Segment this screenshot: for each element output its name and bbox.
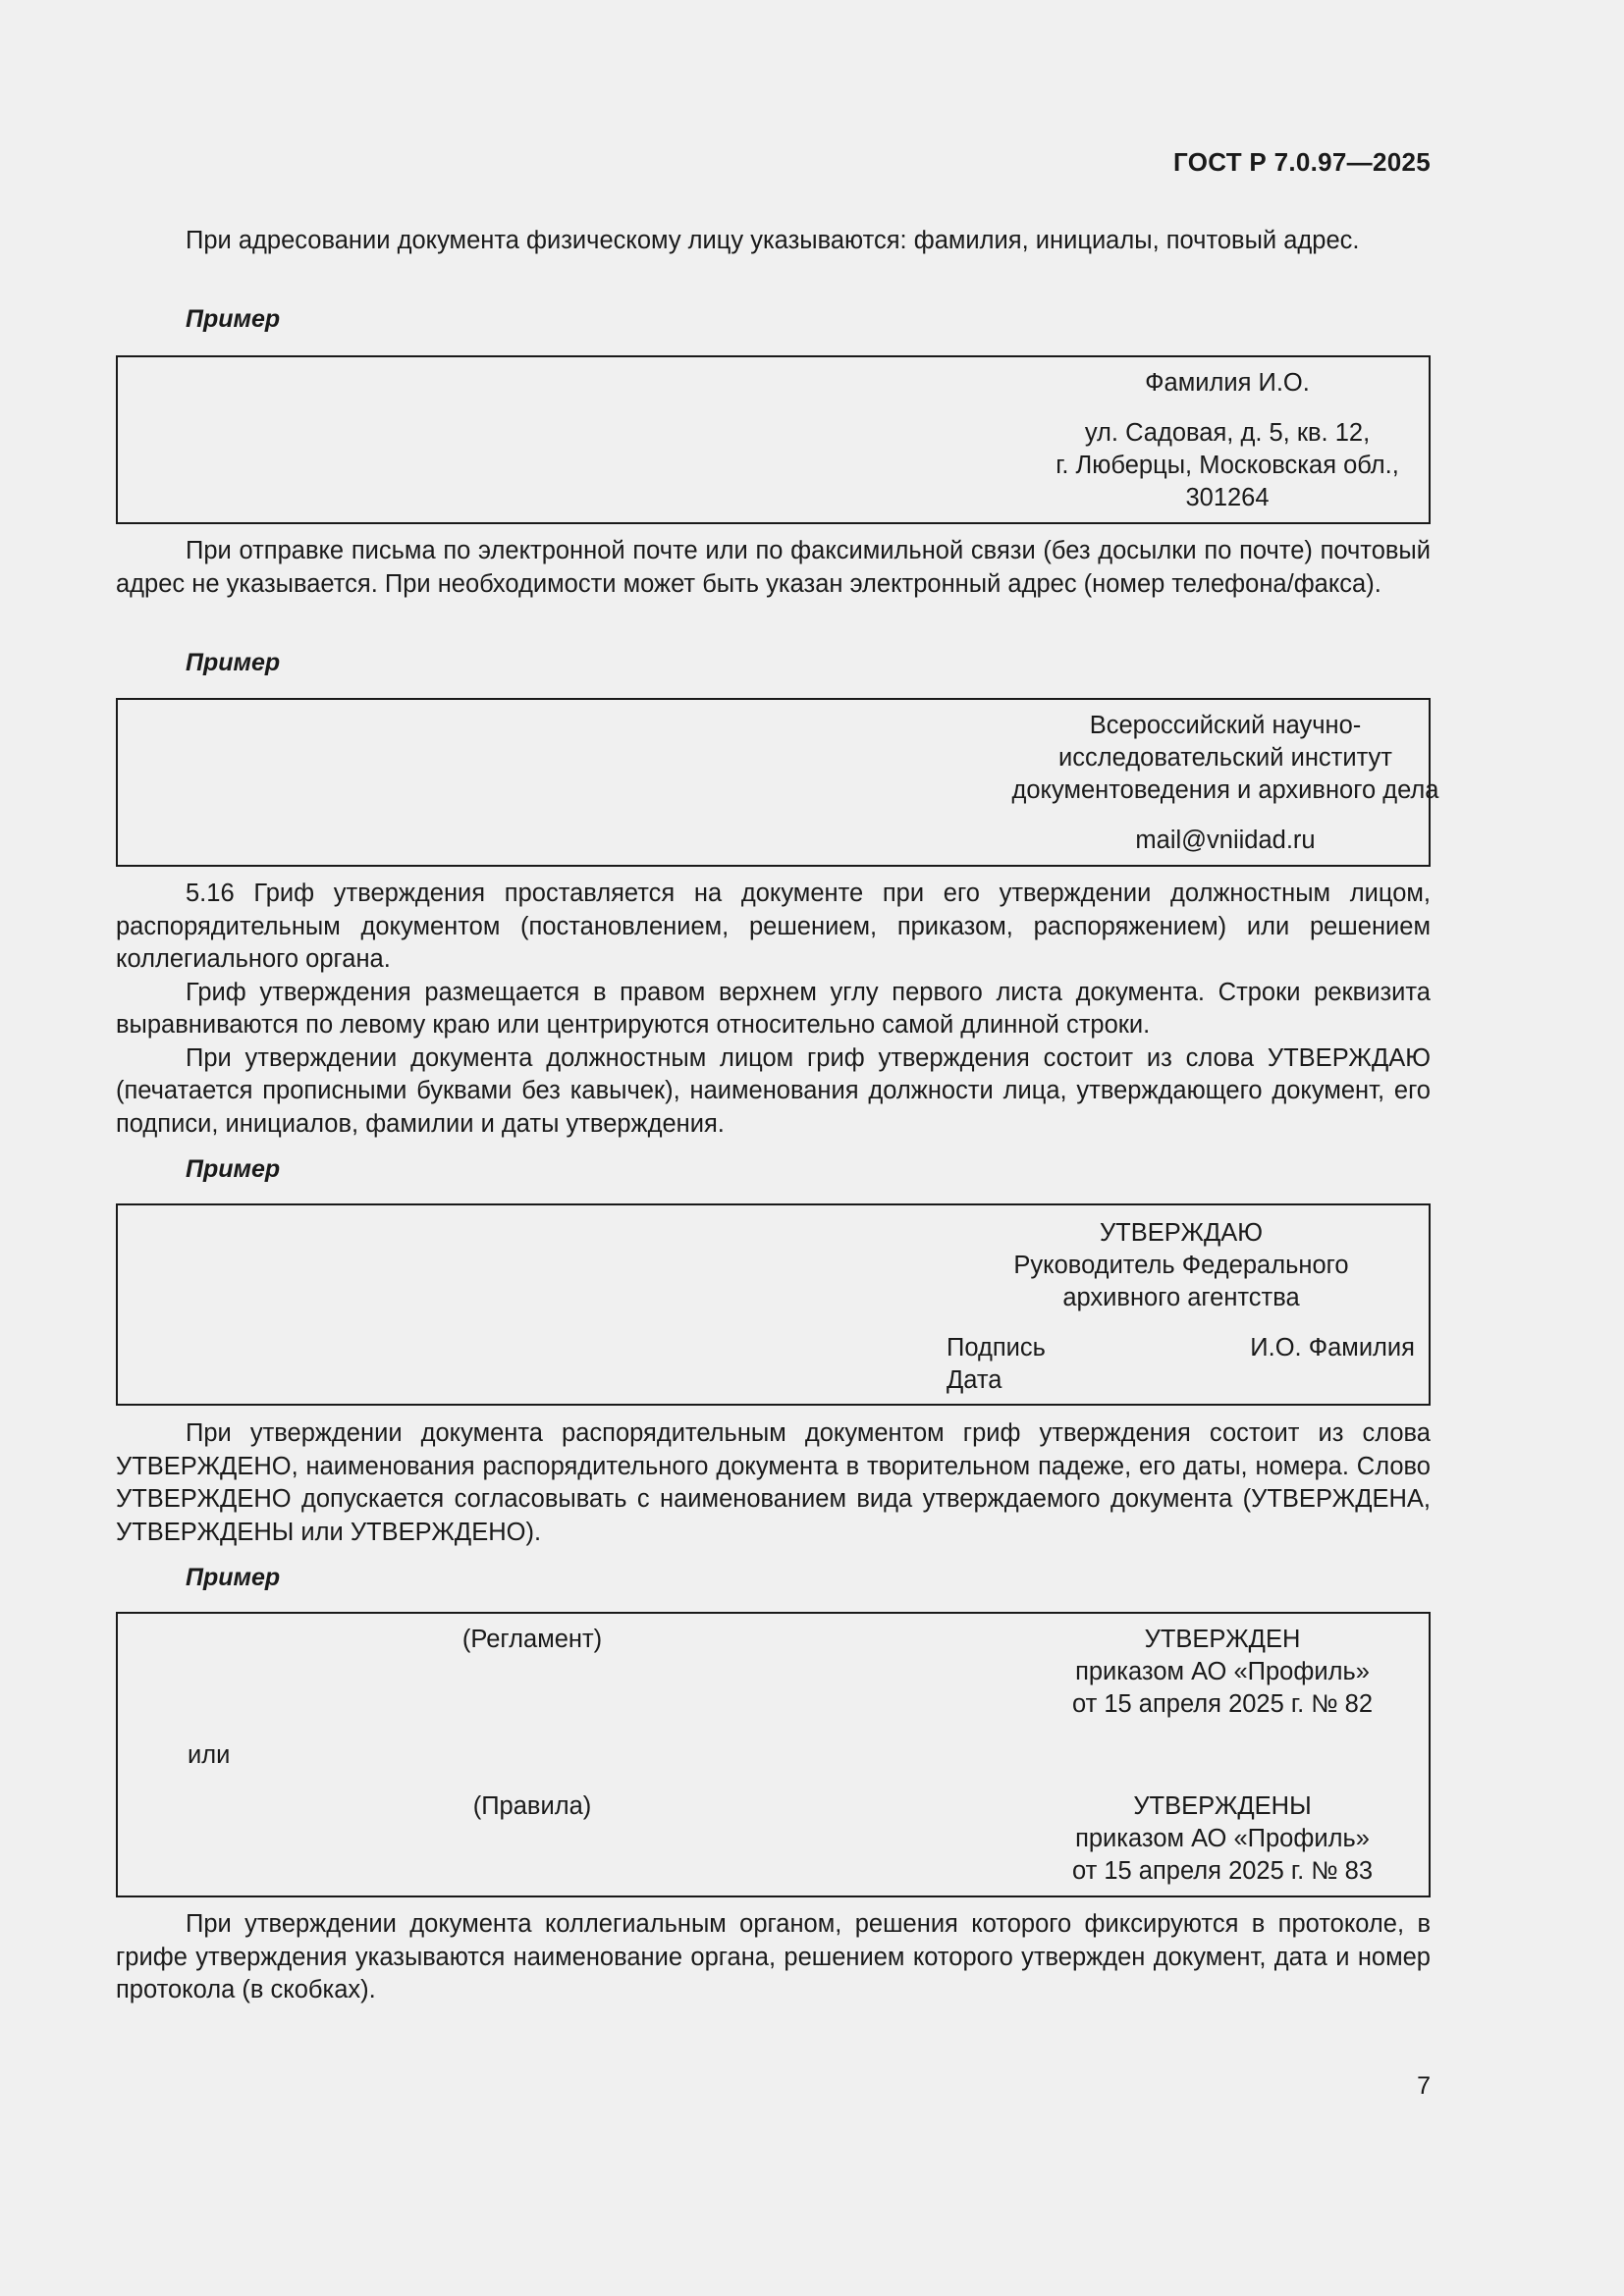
position-line-2: архивного агентства: [1062, 1284, 1300, 1311]
page-number: 7: [1417, 2072, 1431, 2100]
paragraph-text: При утверждении документа должностным лицом гриф утверждения состоит из слова УТВЕРЖДАЮ (печатается прописными буквами без кавычек), наименования должности лица, утверждающего документ, его подписи, инициалов, фамилии и даты утверждения.: [116, 1043, 1431, 1138]
approve-word: УТВЕРЖДАЮ: [1099, 1219, 1264, 1247]
paragraph-text: Гриф утверждения размещается в правом верхнем углу первого листа документа. Строки реквизита выравниваются по левому краю или центрируются относительно самой длинной строки.: [116, 978, 1431, 1039]
order-2-line-1: приказом АО «Профиль»: [1075, 1825, 1370, 1852]
org-name-line-3: документоведения и архивного дела: [1011, 776, 1439, 804]
paragraph-text: При отправке письма по электронной почте или по факсимильной связи (без досылки по почте) почтовый адрес не указывается. При необходимости может быть указан электронный адрес (номер телефона/факса).: [116, 537, 1431, 598]
paragraph-text: 5.16 Гриф утверждения проставляется на документе при его утверждении должностным лицом, распорядительным документом (постановлением, решением, приказом, распоряжением) или решением коллегиального органа.: [116, 880, 1431, 973]
org-email: mail@vniidad.ru: [1135, 827, 1316, 854]
document-code: ГОСТ Р 7.0.97—2025: [1173, 147, 1431, 177]
example-box-approve-by-order: [116, 1612, 1431, 1897]
address-line-2: г. Люберцы, Московская обл.,: [1056, 452, 1399, 479]
paragraph-text: При адресовании документа физическому лицу указываются: фамилия, инициалы, почтовый адрес.: [186, 227, 1360, 254]
order-1-line-1: приказом АО «Профиль»: [1075, 1658, 1370, 1685]
example-box-individual-address: [116, 355, 1431, 524]
paragraph-approve-by-collegial-body: [116, 1908, 1431, 2007]
addressee-name: Фамилия И.О.: [1145, 369, 1310, 397]
address-line-1: ул. Садовая, д. 5, кв. 12,: [1084, 419, 1371, 447]
approved-word-1: УТВЕРЖДЕН: [1144, 1626, 1301, 1653]
signer-name: И.О. Фамилия: [1250, 1334, 1415, 1362]
example-box-approve-official: [116, 1203, 1431, 1406]
example-label: Пример: [186, 1564, 281, 1591]
paragraph-email-sending: [116, 535, 1431, 601]
paragraph-addressing-individual: [116, 225, 1431, 258]
date-placeholder: Дата: [947, 1366, 1002, 1394]
doc-type-regulation: (Регламент): [461, 1626, 603, 1653]
or-separator: или: [188, 1741, 231, 1769]
org-name-line-1: Всероссийский научно-: [1089, 712, 1362, 739]
position-line-1: Руководитель Федерального: [1013, 1252, 1349, 1279]
example-label: Пример: [186, 305, 281, 333]
postcode: 301264: [1185, 484, 1270, 511]
order-2-line-2: от 15 апреля 2025 г. № 83: [1071, 1857, 1374, 1885]
example-label: Пример: [186, 649, 281, 676]
order-1-line-2: от 15 апреля 2025 г. № 82: [1071, 1690, 1374, 1718]
example-label: Пример: [186, 1155, 281, 1183]
section-5-16: [116, 878, 1431, 1141]
paragraph-approve-by-order: [116, 1417, 1431, 1549]
doc-type-rules: (Правила): [472, 1792, 592, 1820]
paragraph-text: При утверждении документа распорядительным документом гриф утверждения состоит из слова УТВЕРЖДЕНО, наименования распорядительного документа в творительном падеже, его даты, номера. Слово УТВЕРЖДЕНО допускается согласовывать с наименованием вида утверждаемого документа (УТВЕРЖДЕНА, УТВЕРЖДЕНЫ или УТВЕРЖДЕНО).: [116, 1419, 1431, 1546]
approved-word-2: УТВЕРЖДЕНЫ: [1133, 1792, 1312, 1820]
org-name-line-2: исследовательский институт: [1058, 744, 1392, 772]
example-box-organization-email: [116, 698, 1439, 867]
signature-placeholder: Подпись: [947, 1334, 1046, 1362]
paragraph-text: При утверждении документа коллегиальным органом, решения которого фиксируются в протоколе, в грифе утверждения указываются наименование органа, решением которого утвержден документ, дата и номер протокола (в скобках).: [116, 1910, 1431, 2003]
